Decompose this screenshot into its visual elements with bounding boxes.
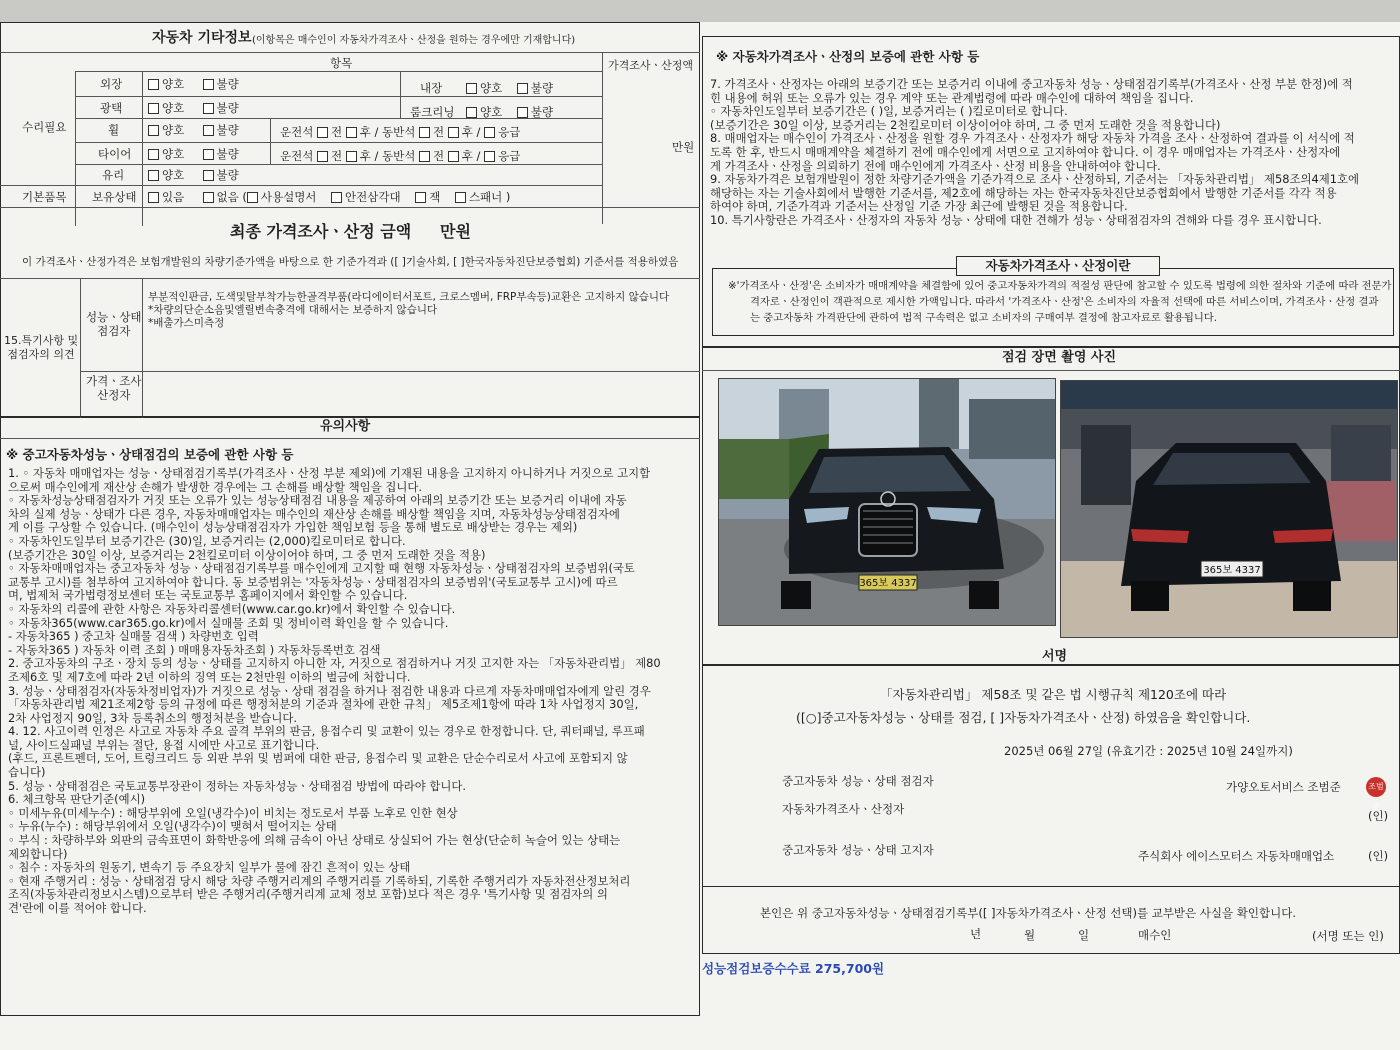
section-title: 자동차 기타정보 xyxy=(152,30,252,46)
rear-plate: 365보 4337 xyxy=(1203,565,1261,576)
tire-position-options[interactable]: 운전석 전 후 / 동반석 전 후 / 응급 xyxy=(280,149,521,163)
caution-notes: 1. ◦ 자동차 매매업자는 성능ㆍ상태점검기록부(가격조사ㆍ산정 부분 제외)에 기재된 내용을 고지하지 아니하거나 거짓으로 고지함 으로써 매수인에게 재산상 손해가 발생한 경우에는 그 손해를 배상할 책임을 집니다. ◦ 자동차성능상태점검자가 거짓 또는 오류가 있는 성능상태점검 내용을 제공하여 아래의 보증기간 또는 보증거리 이내에 자동 차의 실제 성능ㆍ상태가 다른 경우, 자동차매매업자는 매수인의 재산상 손해를 배상할 책임을 지며, 자동차성능상태점검자에 게 이를 구상할 수 있습니다. (매수인이 성능상태점검자가 가입한 책임보험 등을 통해 별도로 배상받는 경우는 제외) ◦ 자동차인도일부터 보증기간은 (30)일, 보증거리는 (2,000)킬로미터로 합니다. (보증기간은 30일 이상, 보증거리는 2천킬로미터 이상이어야 하며, 그 중 먼저 도래한 것을 적용) ◦ 자동차매매업자는 중고자동차 성능ㆍ상태점검기록부를 매수인에게 고지할 때 현행 자동차성능ㆍ상태점검자의 보증범위(국토 교통부 고시)를 첨부하여 고지하여야 합니다. 동 보증범위는 '자동차성능ㆍ상태점검자의 보증범위'(국토교통부 고시)에 따르 며, 법제처 국가법령정보센터 또는 국토교통부 홈페이지에서 확인할 수 있습니다. ◦ 자동차의 리콜에 관한 사항은 자동차리콜센터(www.car.go.kr)에서 확인할 수 있습니다. ◦ 자동차365(www.car365.go.kr)에서 실매물 조회 및 정비이력 확인을 할 수 있습니다. - 자동차365 ) 중고차 실매물 검색 ) 차량번호 입력 - 자동차365 ) 자동차 이력 조회 ) 매매용자동차조회 ) 자동차등록번호 검색 2. 중고자동차의 구조ㆍ장치 등의 성능ㆍ상태를 고지하지 아니한 자, 거짓으로 점검하거나 거짓 고지한 자는 「자동차관리법」 제80 조제6호 및 제7호에 따라 2년 이하의 징역 또는 2천만원 이하의 벌금에 처합니다. 3. 성능ㆍ상태점검자(자동차정비업자)가 거짓으로 성능ㆍ상태 점검을 하거나 점검한 내용과 다르게 자동차매매업자에게 알린 경우 「자동차관리법 제21조제2항 등의 규정에 따른 행정처분의 기준과 절차에 관한 규칙」 제5조제1항에 따라 1차 사업정지 30일, 2차 사업정지 90일, 3차 등록취소의 행정처분을 받습니다. 4. 12. 사고이력 인정은 사고로 자동차 주요 골격 부위의 판금, 용접수리 및 교환이 있는 경우로 한정합니다. 단, 쿼터패널, 루프패 널, 사이드실패널 부위는 절단, 용접 시에만 사고로 표기합니다. (후드, 프론트펜더, 도어, 트렁크리드 등 외판 부위 및 범퍼에 대한 판금, 용접수리 및 교환은 단순수리로서 사고에 포함되지 않 습니다) 5. 성능ㆍ상태점검은 국토교통부장관이 정하는 자동차성능ㆍ상태점검 방법에 따라야 합니다. 6. 체크항목 판단기준(예시) ◦ 미세누유(미세누수) : 해당부위에 오일(냉각수)이 비치는 정도로서 부품 노후로 인한 현상 ◦ 누유(누수) : 해당부위에서 오일(냉각수)이 맺혀서 떨어지는 상태 ◦ 부식 : 차량하부와 외판의 금속표면이 화학반응에 의해 금속이 아닌 상태로 상실되어 가는 현상(단순히 녹슬어 있는 상태는 제외합니다) ◦ 침수 : 자동차의 원동기, 변속기 등 주요장치 일부가 물에 잠긴 흔적이 있는 상태 ◦ 현재 주행거리 : 성능ㆍ상태점검 당시 해당 차량 주행거리계의 주행거리를 기록하되, 기록한 주행거리가 자동차전산정보처리 조직(자동차관리정보시스템)으로부터 받은 주행거리(주행거리계 교체 정보 포함)보다 적은 경우 '특기사항 및 점검자의 의 견'란에 이를 적어야 합니다. xyxy=(8,466,661,915)
receipt-month: 월 xyxy=(1024,928,1036,942)
signature-line-1: 「자동차관리법」 제58조 및 같은 법 시행규칙 제120조에 따라 xyxy=(880,687,1227,702)
inspector-label: 중고자동차 성능ㆍ상태 점검자 xyxy=(782,774,934,788)
appraiser-seal: (인) xyxy=(1368,809,1389,823)
definition-line-2: 격자로ㆍ산정인이 객관적으로 제시한 가액입니다. 따라서 '가격조사ㆍ산정'은 소비자의 자율적 선택에 따른 서비스이며, 가격조사ㆍ산정 결과 xyxy=(750,296,1379,308)
interior-options[interactable]: 양호 불량 xyxy=(466,81,553,95)
price-basis-text: 이 가격조사ㆍ산정가격은 보험개발원의 차량기준가액을 바탕으로 한 기준가격과 ([ ]기술사회, [ ]한국자동차진단보증협회) 기준서를 적용하였음 xyxy=(22,256,679,268)
col-item-header: 항목 xyxy=(330,56,353,70)
repair-needed-label: 수리필요 xyxy=(22,120,67,134)
gloss-options[interactable]: 양호 불량 xyxy=(148,101,239,115)
final-price-unit: 만원 xyxy=(440,222,471,241)
notifier-label: 중고자동차 성능ㆍ상태 고지자 xyxy=(782,843,934,857)
inspector-name: 가양오토서비스 조범준 xyxy=(1226,780,1341,794)
definition-line-3: 는 중고자동차 가격판단에 관하여 법적 구속력은 없고 소비자의 구매여부 결정에 참고자료로 활용됩니다. xyxy=(750,312,1217,324)
signature-title: 서명 xyxy=(1042,649,1068,664)
front-plate: 365보 4337 xyxy=(859,578,917,589)
inspection-sheet xyxy=(0,22,1400,1050)
front-photo xyxy=(718,378,1056,626)
receipt-year: 년 xyxy=(970,927,982,941)
price-unit: 만원 xyxy=(672,140,695,154)
tire-options[interactable]: 양호 불량 xyxy=(148,147,239,161)
signature-date: 2025년 06월 27일 (유효기간 : 2025년 10월 24일까지) xyxy=(1004,744,1293,758)
glass-options[interactable]: 양호 불량 xyxy=(148,168,239,182)
special-remarks-label: 15.특기사항 및 점검자의 의견 xyxy=(4,334,79,361)
perf-note-3: *배출가스미측정 xyxy=(148,317,225,329)
room-clean-options[interactable]: 양호 불량 xyxy=(466,105,553,119)
rear-car-image xyxy=(1061,381,1397,637)
perf-inspector-label: 성능ㆍ상태 점검자 xyxy=(86,310,142,338)
price-appraiser-label: 가격ㆍ조사 산정자 xyxy=(86,374,142,402)
inspection-fee: 성능점검보증수수료 275,700원 xyxy=(702,961,885,976)
col-price-header: 가격조사ㆍ산정액 xyxy=(608,59,694,72)
inspector-stamp: 조범준 xyxy=(1366,777,1386,797)
wheel-options[interactable]: 양호 불량 xyxy=(148,123,239,137)
buyer-signature-field[interactable]: (서명 또는 인) xyxy=(1312,929,1384,943)
perf-note-1: 부분적인판금, 도색및탈부착가능한골격부품(라디에이터서포트, 크로스멤버, FRP부속등)교환은 고지하지 않습니다 xyxy=(148,291,670,303)
basic-items-options[interactable]: 있음 없음 ( 사용설명서 안전삼각대 잭 스패너 ) xyxy=(148,190,510,204)
wheel-position-options[interactable]: 운전석 전 후 / 동반석 전 후 / 응급 xyxy=(280,125,521,139)
room-clean-label: 룸크리닝 xyxy=(410,105,455,119)
appraiser-label: 자동차가격조사ㆍ산정자 xyxy=(782,802,905,816)
notifier-seal: (인) xyxy=(1368,849,1389,863)
possession-label: 보유상태 xyxy=(92,190,137,204)
section-title-note: (이항목은 매수인이 자동차가격조사ㆍ산정을 원하는 경우에만 기재합니다) xyxy=(252,35,576,46)
notifier-name: 주식회사 에이스모터스 자동차매매업소 xyxy=(1138,849,1335,863)
glass-label: 유리 xyxy=(102,168,125,182)
receipt-line: 본인은 위 중고자동차성능ㆍ상태점검기록부([ ]자동차가격조사ㆍ산정 선택)를 교부받은 사실을 확인합니다. xyxy=(760,906,1296,920)
receipt-day: 일 xyxy=(1078,928,1090,942)
gloss-label: 광택 xyxy=(100,101,123,115)
buyer-label: 매수인 xyxy=(1138,928,1172,942)
definition-title: 자동차가격조사ㆍ산정이란 xyxy=(956,256,1160,276)
rear-photo xyxy=(1060,380,1398,638)
exterior-label: 외장 xyxy=(100,77,123,91)
caution-title: 유의사항 xyxy=(320,419,371,434)
front-car-image xyxy=(719,379,1055,625)
photo-title: 점검 장면 촬영 사진 xyxy=(1002,350,1117,365)
tire-label: 타이어 xyxy=(98,147,132,161)
perf-note-2: *차량의단순소음및엘릴변속충격에 대해서는 보증하지 않습니다 xyxy=(148,304,438,316)
final-price-label: 최종 가격조사ㆍ산정 금액 xyxy=(230,222,412,241)
wheel-label: 휠 xyxy=(108,123,120,137)
basic-items-label: 기본품목 xyxy=(22,190,67,204)
price-warranty-title: ※ 자동차가격조사ㆍ산정의 보증에 관한 사항 등 xyxy=(716,49,980,64)
price-warranty-items: 7. 가격조사ㆍ산정자는 아래의 보증기간 또는 보증거리 이내에 중고자동차 성능ㆍ상태점검기록부(가격조사ㆍ산정 부분 한정)에 적 힌 내용에 허위 또는 오류가 있는 경우 계약 또는 관계법령에 따라 매수인에 대하여 책임을 집니다. ◦ 자동차인도일부터 보증기간은 ( )일, 보증거리는 ( )킬로미터로 합니다. (보증기간은 30일 이상, 보증거리는 2천킬로미터 이상이어야 하며, 그 중 먼저 도래한 것을 적용합니다) 8. 매매업자는 매수인이 가격조사ㆍ산정을 원할 경우 가격조사ㆍ산정자가 해당 자동차 가격을 조사ㆍ산정하여 결과를 이 서식에 적 도록 한 후, 반드시 매매계약을 체결하기 전에 매수인에게 서면으로 고지하여야 합니다. 이 경우 매매업자는 가격조사ㆍ산정자에 게 가격조사ㆍ산정을 의뢰하기 전에 매수인에게 가격조사ㆍ산정 비용을 안내하여야 합니다. 9. 자동차가격은 보험개발원이 정한 차량기준가액을 기준가격으로 조사ㆍ산정하되, 기준서는 「자동차관리법」 제58조의4제1호에 해당하는 자는 기술사회에서 발행한 기준서를, 제2호에 해당하는 자는 한국자동차진단보증협회에서 발행한 기준서를 각각 적용 하여야 하며, 기준가격과 기준서는 산정일 기준 가장 최근에 발행된 것을 적용합니다. 10. 특기사항란은 가격조사ㆍ산정자의 자동차 성능ㆍ상태에 대한 견해가 성능ㆍ상태점검자의 견해와 다를 경우 표시합니다. xyxy=(710,77,1360,227)
signature-line-2: ([○]중고자동차성능ㆍ상태를 점검, [ ]자동차가격조사ㆍ산정) 하였음을 확인합니다. xyxy=(796,710,1251,725)
exterior-options[interactable]: 양호 불량 xyxy=(148,77,239,91)
interior-label: 내장 xyxy=(420,81,443,95)
definition-line-1: ※'가격조사ㆍ산정'은 소비자가 매매계약을 체결함에 있어 중고자동차가격의 적절성 판단에 참고할 수 있도록 법령에 의한 절차와 기준에 따라 전문가 xyxy=(728,280,1392,292)
warranty-title: ※ 중고자동차성능ㆍ상태점검의 보증에 관한 사항 등 xyxy=(6,447,294,462)
